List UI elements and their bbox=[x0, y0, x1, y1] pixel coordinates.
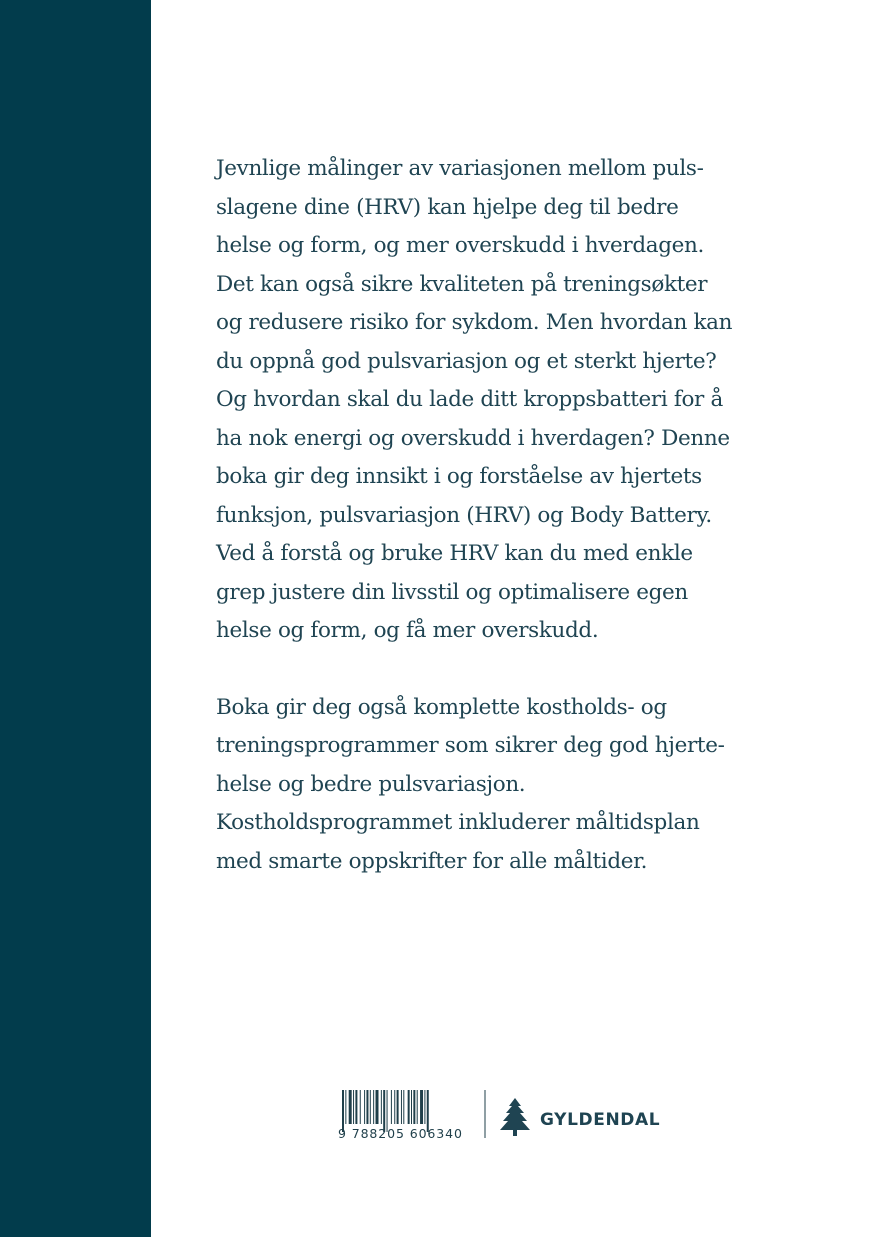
blurb-paragraph-1 bbox=[216, 150, 816, 651]
blurb-line: du oppnå god pulsvariasjon og et sterkt hjerte? bbox=[216, 348, 717, 374]
tree-icon bbox=[498, 1098, 532, 1146]
paragraph-gap bbox=[216, 651, 816, 689]
blurb-line: Ved å forstå og bruke HRV kan du med enkle bbox=[216, 541, 693, 566]
blurb-line: helse og form, og få mer overskudd. bbox=[216, 618, 599, 643]
blurb-line: ha nok energi og overskudd i hverdagen? Denne bbox=[216, 425, 730, 451]
blurb-line: boka gir deg innsikt i og forståelse av hjertets bbox=[216, 464, 702, 489]
blurb-line: funksjon, pulsvariasjon (HRV) og Body Battery. bbox=[216, 502, 712, 528]
blurb-line: helse og form, og mer overskudd i hverdagen. bbox=[216, 233, 704, 258]
barcode-bars bbox=[338, 1090, 488, 1150]
blurb-line: Det kan også sikre kvaliteten på treningsøkter bbox=[216, 271, 708, 297]
blurb-line: Kostholdsprogrammet inkluderer måltidsplan bbox=[216, 810, 700, 835]
publisher-name: GYLDENDAL bbox=[540, 1110, 661, 1130]
blurb-line: med smarte oppskrifter for alle måltider. bbox=[216, 848, 648, 874]
blurb-line: slagene dine (HRV) kan hjelpe deg til bedre bbox=[216, 194, 679, 220]
blurb-line: og redusere risiko for sykdom. Men hvordan kan bbox=[216, 310, 733, 335]
blurb-line: helse og bedre pulsvariasjon. bbox=[216, 771, 526, 797]
back-cover-blurb bbox=[216, 150, 816, 881]
isbn-barcode bbox=[338, 1090, 488, 1150]
blurb-line: Jevnlige målinger av variasjonen mellom puls- bbox=[216, 156, 704, 181]
cover-spine-band bbox=[0, 0, 151, 1237]
blurb-line: treningsprogrammer som sikrer deg god hjerte- bbox=[216, 733, 725, 758]
isbn-number: 9 788205 606340 bbox=[338, 1126, 463, 1141]
blurb-line: grep justere din livsstil og optimalisere egen bbox=[216, 579, 688, 605]
blurb-line: Boka gir deg også komplette kostholds- og bbox=[216, 694, 667, 720]
blurb-paragraph-2 bbox=[216, 689, 816, 882]
blurb-line: Og hvordan skal du lade ditt kroppsbatteri for å bbox=[216, 387, 723, 412]
